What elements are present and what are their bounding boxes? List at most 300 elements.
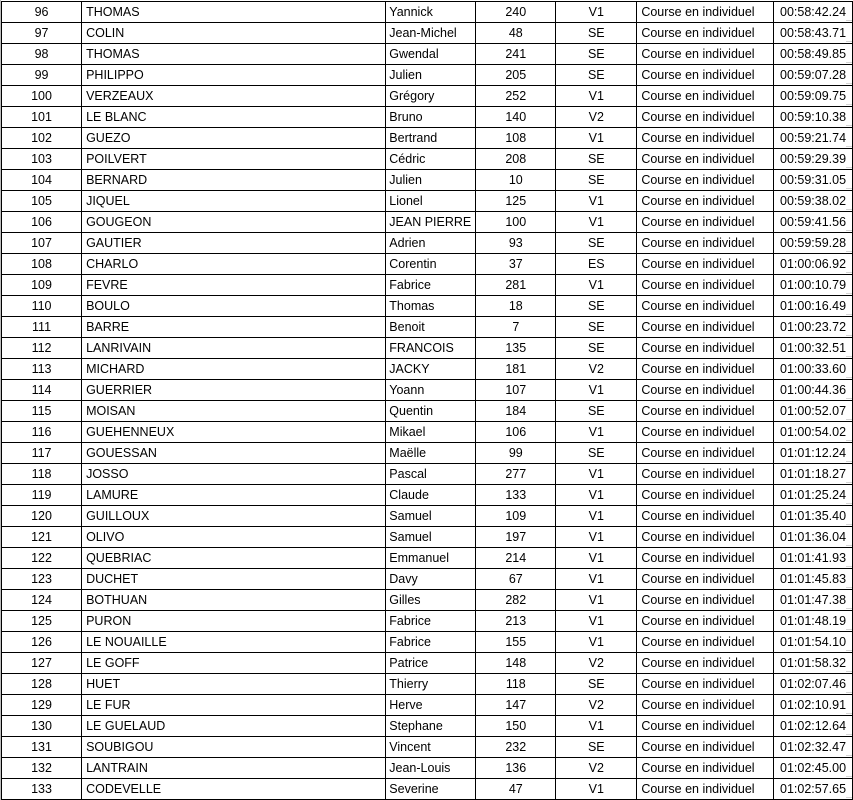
bib-cell[interactable]: 133 [476, 485, 556, 506]
rank-cell[interactable]: 112 [2, 338, 82, 359]
first-name-cell[interactable]: Gwendal [386, 44, 476, 65]
rank-cell[interactable]: 103 [2, 149, 82, 170]
surname-cell[interactable]: GUEHENNEUX [82, 422, 386, 443]
table-row [2, 632, 853, 653]
race-cell[interactable]: Course en individuel [637, 380, 774, 401]
time-cell[interactable]: 00:58:49.85 [774, 44, 853, 65]
time-cell[interactable]: 00:59:21.74 [774, 128, 853, 149]
table-row [2, 23, 853, 44]
surname-cell[interactable]: BARRE [82, 317, 386, 338]
time-cell[interactable]: 01:02:45.00 [774, 758, 853, 779]
first-name-cell[interactable]: Julien [386, 65, 476, 86]
rank-cell[interactable]: 127 [2, 653, 82, 674]
rank-cell[interactable]: 126 [2, 632, 82, 653]
bib-cell[interactable]: 197 [476, 527, 556, 548]
bib-cell[interactable]: 232 [476, 737, 556, 758]
time-cell[interactable]: 01:01:35.40 [774, 506, 853, 527]
category-cell[interactable]: SE [556, 233, 637, 254]
category-cell[interactable]: V1 [556, 464, 637, 485]
category-cell[interactable]: SE [556, 338, 637, 359]
time-cell[interactable]: 01:01:47.38 [774, 590, 853, 611]
first-name-cell[interactable]: Grégory [386, 86, 476, 107]
time-cell[interactable]: 01:02:10.91 [774, 695, 853, 716]
race-cell[interactable]: Course en individuel [637, 674, 774, 695]
time-cell[interactable]: 01:01:41.93 [774, 548, 853, 569]
surname-cell[interactable]: BOULO [82, 296, 386, 317]
bib-cell[interactable]: 108 [476, 128, 556, 149]
first-name-cell[interactable]: JEAN PIERRE [386, 212, 476, 233]
table-row [2, 485, 853, 506]
category-cell[interactable]: V1 [556, 716, 637, 737]
table-row [2, 296, 853, 317]
category-cell[interactable]: V1 [556, 779, 637, 800]
first-name-cell[interactable]: Fabrice [386, 611, 476, 632]
first-name-cell[interactable]: Fabrice [386, 632, 476, 653]
surname-cell[interactable]: HUET [82, 674, 386, 695]
time-cell[interactable]: 01:01:45.83 [774, 569, 853, 590]
first-name-cell[interactable]: Jean-Michel [386, 23, 476, 44]
rank-cell[interactable]: 128 [2, 674, 82, 695]
table-row [2, 527, 853, 548]
race-cell[interactable]: Course en individuel [637, 590, 774, 611]
first-name-cell[interactable]: Maëlle [386, 443, 476, 464]
race-cell[interactable]: Course en individuel [637, 422, 774, 443]
time-cell[interactable]: 01:01:58.32 [774, 653, 853, 674]
bib-cell[interactable]: 67 [476, 569, 556, 590]
surname-cell[interactable]: LANRIVAIN [82, 338, 386, 359]
first-name-cell[interactable]: Adrien [386, 233, 476, 254]
time-cell[interactable]: 00:59:41.56 [774, 212, 853, 233]
rank-cell[interactable]: 123 [2, 569, 82, 590]
category-cell[interactable]: ES [556, 254, 637, 275]
first-name-cell[interactable]: Davy [386, 569, 476, 590]
race-cell[interactable]: Course en individuel [637, 170, 774, 191]
surname-cell[interactable]: PURON [82, 611, 386, 632]
first-name-cell[interactable]: Julien [386, 170, 476, 191]
race-cell[interactable]: Course en individuel [637, 149, 774, 170]
first-name-cell[interactable]: Claude [386, 485, 476, 506]
first-name-cell[interactable]: Benoit [386, 317, 476, 338]
bib-cell[interactable]: 281 [476, 275, 556, 296]
table-row [2, 611, 853, 632]
surname-cell[interactable]: LE FUR [82, 695, 386, 716]
first-name-cell[interactable]: Yannick [386, 2, 476, 23]
bib-cell[interactable]: 37 [476, 254, 556, 275]
race-cell[interactable]: Course en individuel [637, 44, 774, 65]
race-cell[interactable]: Course en individuel [637, 464, 774, 485]
race-cell[interactable]: Course en individuel [637, 632, 774, 653]
time-cell[interactable]: 01:01:48.19 [774, 611, 853, 632]
bib-cell[interactable]: 277 [476, 464, 556, 485]
category-cell[interactable]: V1 [556, 569, 637, 590]
table-row [2, 674, 853, 695]
bib-cell[interactable]: 109 [476, 506, 556, 527]
category-cell[interactable]: SE [556, 170, 637, 191]
time-cell[interactable]: 00:59:09.75 [774, 86, 853, 107]
results-table-body [2, 2, 853, 800]
surname-cell[interactable]: GUEZO [82, 128, 386, 149]
time-cell[interactable]: 01:01:25.24 [774, 485, 853, 506]
first-name-cell[interactable]: Jean-Louis [386, 758, 476, 779]
rank-cell[interactable]: 98 [2, 44, 82, 65]
race-cell[interactable]: Course en individuel [637, 758, 774, 779]
race-cell[interactable]: Course en individuel [637, 506, 774, 527]
bib-cell[interactable]: 140 [476, 107, 556, 128]
time-cell[interactable]: 01:00:44.36 [774, 380, 853, 401]
category-cell[interactable]: SE [556, 23, 637, 44]
surname-cell[interactable]: PHILIPPO [82, 65, 386, 86]
time-cell[interactable]: 00:59:59.28 [774, 233, 853, 254]
race-cell[interactable]: Course en individuel [637, 191, 774, 212]
table-row [2, 86, 853, 107]
first-name-cell[interactable]: Gilles [386, 590, 476, 611]
surname-cell[interactable]: SOUBIGOU [82, 737, 386, 758]
first-name-cell[interactable]: Corentin [386, 254, 476, 275]
rank-cell[interactable]: 100 [2, 86, 82, 107]
rank-cell[interactable]: 115 [2, 401, 82, 422]
race-cell[interactable]: Course en individuel [637, 569, 774, 590]
rank-cell[interactable]: 96 [2, 2, 82, 23]
surname-cell[interactable]: GUILLOUX [82, 506, 386, 527]
surname-cell[interactable]: CHARLO [82, 254, 386, 275]
rank-cell[interactable]: 132 [2, 758, 82, 779]
table-row [2, 422, 853, 443]
surname-cell[interactable]: THOMAS [82, 44, 386, 65]
table-row [2, 695, 853, 716]
time-cell[interactable]: 01:00:33.60 [774, 359, 853, 380]
bib-cell[interactable]: 150 [476, 716, 556, 737]
bib-cell[interactable]: 47 [476, 779, 556, 800]
race-cell[interactable]: Course en individuel [637, 212, 774, 233]
race-cell[interactable]: Course en individuel [637, 779, 774, 800]
race-cell[interactable]: Course en individuel [637, 254, 774, 275]
time-cell[interactable]: 01:00:52.07 [774, 401, 853, 422]
bib-cell[interactable]: 99 [476, 443, 556, 464]
category-cell[interactable]: SE [556, 737, 637, 758]
bib-cell[interactable]: 147 [476, 695, 556, 716]
surname-cell[interactable]: POILVERT [82, 149, 386, 170]
bib-cell[interactable]: 155 [476, 632, 556, 653]
bib-cell[interactable]: 205 [476, 65, 556, 86]
rank-cell[interactable]: 125 [2, 611, 82, 632]
surname-cell[interactable]: DUCHET [82, 569, 386, 590]
bib-cell[interactable]: 100 [476, 212, 556, 233]
race-cell[interactable]: Course en individuel [637, 527, 774, 548]
first-name-cell[interactable]: Severine [386, 779, 476, 800]
surname-cell[interactable]: OLIVO [82, 527, 386, 548]
rank-cell[interactable]: 117 [2, 443, 82, 464]
table-row [2, 779, 853, 800]
results-table [1, 1, 853, 800]
category-cell[interactable]: V1 [556, 86, 637, 107]
bib-cell[interactable]: 241 [476, 44, 556, 65]
rank-cell[interactable]: 109 [2, 275, 82, 296]
time-cell[interactable]: 01:00:16.49 [774, 296, 853, 317]
time-cell[interactable]: 00:59:31.05 [774, 170, 853, 191]
bib-cell[interactable]: 208 [476, 149, 556, 170]
race-cell[interactable]: Course en individuel [637, 2, 774, 23]
category-cell[interactable]: V2 [556, 107, 637, 128]
bib-cell[interactable]: 10 [476, 170, 556, 191]
category-cell[interactable]: SE [556, 149, 637, 170]
time-cell[interactable]: 00:59:38.02 [774, 191, 853, 212]
surname-cell[interactable]: LE BLANC [82, 107, 386, 128]
category-cell[interactable]: V1 [556, 611, 637, 632]
race-cell[interactable]: Course en individuel [637, 65, 774, 86]
table-row [2, 758, 853, 779]
category-cell[interactable]: V1 [556, 548, 637, 569]
rank-cell[interactable]: 124 [2, 590, 82, 611]
category-cell[interactable]: SE [556, 401, 637, 422]
category-cell[interactable]: V2 [556, 359, 637, 380]
surname-cell[interactable]: VERZEAUX [82, 86, 386, 107]
table-row [2, 170, 853, 191]
surname-cell[interactable]: MOISAN [82, 401, 386, 422]
surname-cell[interactable]: LE NOUAILLE [82, 632, 386, 653]
race-cell[interactable]: Course en individuel [637, 317, 774, 338]
bib-cell[interactable]: 118 [476, 674, 556, 695]
first-name-cell[interactable]: Samuel [386, 527, 476, 548]
table-row [2, 590, 853, 611]
bib-cell[interactable]: 148 [476, 653, 556, 674]
category-cell[interactable]: V1 [556, 632, 637, 653]
time-cell[interactable]: 01:00:54.02 [774, 422, 853, 443]
bib-cell[interactable]: 107 [476, 380, 556, 401]
category-cell[interactable]: V1 [556, 527, 637, 548]
rank-cell[interactable]: 107 [2, 233, 82, 254]
surname-cell[interactable]: GAUTIER [82, 233, 386, 254]
race-cell[interactable]: Course en individuel [637, 86, 774, 107]
bib-cell[interactable]: 125 [476, 191, 556, 212]
race-cell[interactable]: Course en individuel [637, 359, 774, 380]
time-cell[interactable]: 01:00:10.79 [774, 275, 853, 296]
time-cell[interactable]: 00:59:07.28 [774, 65, 853, 86]
first-name-cell[interactable]: Fabrice [386, 275, 476, 296]
rank-cell[interactable]: 130 [2, 716, 82, 737]
race-cell[interactable]: Course en individuel [637, 548, 774, 569]
rank-cell[interactable]: 110 [2, 296, 82, 317]
category-cell[interactable]: SE [556, 65, 637, 86]
surname-cell[interactable]: GOUGEON [82, 212, 386, 233]
time-cell[interactable]: 01:01:54.10 [774, 632, 853, 653]
rank-cell[interactable]: 108 [2, 254, 82, 275]
table-row [2, 149, 853, 170]
race-cell[interactable]: Course en individuel [637, 443, 774, 464]
surname-cell[interactable]: LAMURE [82, 485, 386, 506]
category-cell[interactable]: V1 [556, 275, 637, 296]
rank-cell[interactable]: 122 [2, 548, 82, 569]
first-name-cell[interactable]: Patrice [386, 653, 476, 674]
first-name-cell[interactable]: Yoann [386, 380, 476, 401]
rank-cell[interactable]: 116 [2, 422, 82, 443]
race-cell[interactable]: Course en individuel [637, 485, 774, 506]
first-name-cell[interactable]: JACKY [386, 359, 476, 380]
time-cell[interactable]: 00:59:10.38 [774, 107, 853, 128]
category-cell[interactable]: SE [556, 296, 637, 317]
bib-cell[interactable]: 48 [476, 23, 556, 44]
time-cell[interactable]: 01:01:12.24 [774, 443, 853, 464]
table-row [2, 338, 853, 359]
first-name-cell[interactable]: Herve [386, 695, 476, 716]
table-row [2, 653, 853, 674]
rank-cell[interactable]: 104 [2, 170, 82, 191]
table-row [2, 401, 853, 422]
bib-cell[interactable]: 184 [476, 401, 556, 422]
rank-cell[interactable]: 118 [2, 464, 82, 485]
category-cell[interactable]: SE [556, 443, 637, 464]
surname-cell[interactable]: BERNARD [82, 170, 386, 191]
category-cell[interactable]: SE [556, 44, 637, 65]
surname-cell[interactable]: COLIN [82, 23, 386, 44]
table-row [2, 359, 853, 380]
bib-cell[interactable]: 136 [476, 758, 556, 779]
time-cell[interactable]: 01:01:36.04 [774, 527, 853, 548]
table-row [2, 191, 853, 212]
category-cell[interactable]: V1 [556, 128, 637, 149]
time-cell[interactable]: 01:01:18.27 [774, 464, 853, 485]
bib-cell[interactable]: 240 [476, 2, 556, 23]
rank-cell[interactable]: 119 [2, 485, 82, 506]
rank-cell[interactable]: 105 [2, 191, 82, 212]
bib-cell[interactable]: 93 [476, 233, 556, 254]
category-cell[interactable]: V2 [556, 695, 637, 716]
table-row [2, 443, 853, 464]
surname-cell[interactable]: BOTHUAN [82, 590, 386, 611]
first-name-cell[interactable]: Samuel [386, 506, 476, 527]
race-cell[interactable]: Course en individuel [637, 23, 774, 44]
category-cell[interactable]: V1 [556, 590, 637, 611]
surname-cell[interactable]: LE GOFF [82, 653, 386, 674]
first-name-cell[interactable]: FRANCOIS [386, 338, 476, 359]
rank-cell[interactable]: 120 [2, 506, 82, 527]
race-cell[interactable]: Course en individuel [637, 275, 774, 296]
surname-cell[interactable]: JOSSO [82, 464, 386, 485]
table-row [2, 44, 853, 65]
rank-cell[interactable]: 121 [2, 527, 82, 548]
time-cell[interactable]: 00:58:43.71 [774, 23, 853, 44]
rank-cell[interactable]: 97 [2, 23, 82, 44]
race-cell[interactable]: Course en individuel [637, 107, 774, 128]
table-row [2, 464, 853, 485]
surname-cell[interactable]: LANTRAIN [82, 758, 386, 779]
surname-cell[interactable]: CODEVELLE [82, 779, 386, 800]
table-row [2, 548, 853, 569]
rank-cell[interactable]: 102 [2, 128, 82, 149]
bib-cell[interactable]: 213 [476, 611, 556, 632]
time-cell[interactable]: 01:00:06.92 [774, 254, 853, 275]
bib-cell[interactable]: 181 [476, 359, 556, 380]
time-cell[interactable]: 01:02:12.64 [774, 716, 853, 737]
category-cell[interactable]: V1 [556, 422, 637, 443]
surname-cell[interactable]: FEVRE [82, 275, 386, 296]
category-cell[interactable]: V2 [556, 653, 637, 674]
rank-cell[interactable]: 101 [2, 107, 82, 128]
surname-cell[interactable]: GUERRIER [82, 380, 386, 401]
rank-cell[interactable]: 129 [2, 695, 82, 716]
surname-cell[interactable]: LE GUELAUD [82, 716, 386, 737]
time-cell[interactable]: 01:02:32.47 [774, 737, 853, 758]
table-row [2, 380, 853, 401]
bib-cell[interactable]: 252 [476, 86, 556, 107]
rank-cell[interactable]: 106 [2, 212, 82, 233]
first-name-cell[interactable]: Bertrand [386, 128, 476, 149]
first-name-cell[interactable]: Emmanuel [386, 548, 476, 569]
rank-cell[interactable]: 99 [2, 65, 82, 86]
time-cell[interactable]: 00:59:29.39 [774, 149, 853, 170]
first-name-cell[interactable]: Stephane [386, 716, 476, 737]
category-cell[interactable]: V1 [556, 506, 637, 527]
surname-cell[interactable]: MICHARD [82, 359, 386, 380]
time-cell[interactable]: 01:02:07.46 [774, 674, 853, 695]
time-cell[interactable]: 00:58:42.24 [774, 2, 853, 23]
table-row [2, 275, 853, 296]
time-cell[interactable]: 01:00:32.51 [774, 338, 853, 359]
race-cell[interactable]: Course en individuel [637, 296, 774, 317]
surname-cell[interactable]: GOUESSAN [82, 443, 386, 464]
race-cell[interactable]: Course en individuel [637, 338, 774, 359]
first-name-cell[interactable]: Thomas [386, 296, 476, 317]
category-cell[interactable]: V1 [556, 380, 637, 401]
race-cell[interactable]: Course en individuel [637, 401, 774, 422]
race-cell[interactable]: Course en individuel [637, 233, 774, 254]
first-name-cell[interactable]: Lionel [386, 191, 476, 212]
rank-cell[interactable]: 113 [2, 359, 82, 380]
first-name-cell[interactable]: Mikael [386, 422, 476, 443]
table-row [2, 716, 853, 737]
bib-cell[interactable]: 282 [476, 590, 556, 611]
rank-cell[interactable]: 111 [2, 317, 82, 338]
first-name-cell[interactable]: Bruno [386, 107, 476, 128]
table-row [2, 65, 853, 86]
first-name-cell[interactable]: Pascal [386, 464, 476, 485]
rank-cell[interactable]: 133 [2, 779, 82, 800]
bib-cell[interactable]: 106 [476, 422, 556, 443]
table-row [2, 569, 853, 590]
time-cell[interactable]: 01:00:23.72 [774, 317, 853, 338]
race-cell[interactable]: Course en individuel [637, 128, 774, 149]
time-cell[interactable]: 01:02:57.65 [774, 779, 853, 800]
category-cell[interactable]: SE [556, 317, 637, 338]
race-cell[interactable]: Course en individuel [637, 716, 774, 737]
category-cell[interactable]: V1 [556, 2, 637, 23]
table-row [2, 212, 853, 233]
race-cell[interactable]: Course en individuel [637, 695, 774, 716]
surname-cell[interactable]: THOMAS [82, 2, 386, 23]
surname-cell[interactable]: JIQUEL [82, 191, 386, 212]
first-name-cell[interactable]: Quentin [386, 401, 476, 422]
bib-cell[interactable]: 214 [476, 548, 556, 569]
surname-cell[interactable]: QUEBRIAC [82, 548, 386, 569]
rank-cell[interactable]: 131 [2, 737, 82, 758]
rank-cell[interactable]: 114 [2, 380, 82, 401]
first-name-cell[interactable]: Thierry [386, 674, 476, 695]
race-cell[interactable]: Course en individuel [637, 737, 774, 758]
bib-cell[interactable]: 7 [476, 317, 556, 338]
bib-cell[interactable]: 135 [476, 338, 556, 359]
bib-cell[interactable]: 18 [476, 296, 556, 317]
category-cell[interactable]: V1 [556, 191, 637, 212]
first-name-cell[interactable]: Vincent [386, 737, 476, 758]
category-cell[interactable]: SE [556, 674, 637, 695]
category-cell[interactable]: V2 [556, 758, 637, 779]
race-cell[interactable]: Course en individuel [637, 653, 774, 674]
first-name-cell[interactable]: Cédric [386, 149, 476, 170]
category-cell[interactable]: V1 [556, 212, 637, 233]
category-cell[interactable]: V1 [556, 485, 637, 506]
race-cell[interactable]: Course en individuel [637, 611, 774, 632]
table-row [2, 254, 853, 275]
table-row [2, 2, 853, 23]
